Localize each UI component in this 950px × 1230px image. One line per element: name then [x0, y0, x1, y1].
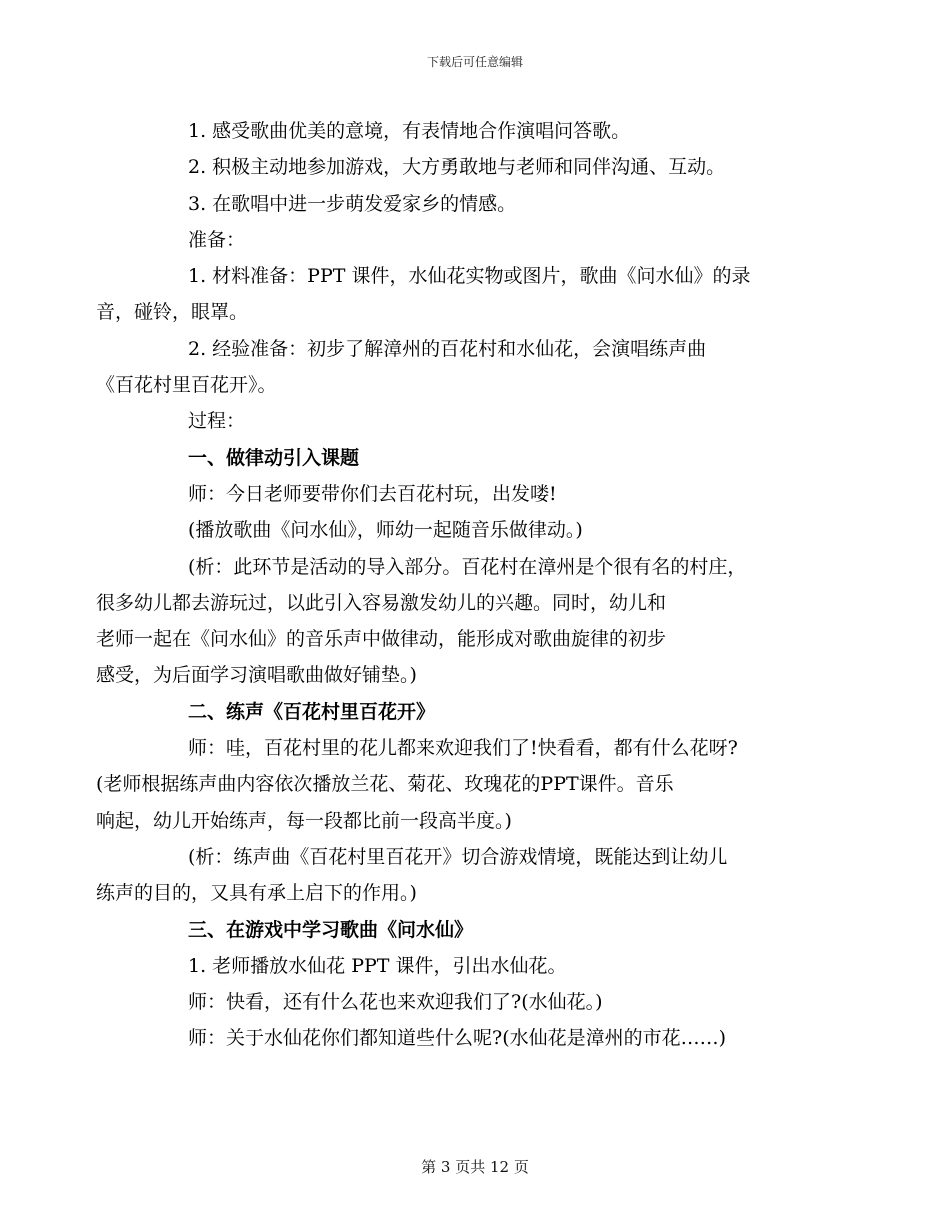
page-header: 下载后可任意编辑 [426, 55, 523, 69]
paragraph [142, 1020, 814, 1056]
paragraph-line: 师：关于水仙花你们都知道些什么呢?(水仙花是漳州的市花……) [188, 1027, 727, 1050]
paragraph [142, 403, 814, 439]
paragraph-line: 3. 在歌唱中进一步萌发爱家乡的情感。 [188, 192, 517, 215]
paragraph [96, 331, 814, 404]
paragraph [96, 839, 814, 912]
section-heading [142, 912, 814, 948]
paragraph-line: 老师一起在《问水仙》的音乐声中做律动，能形成对歌曲旋律的初步 [96, 628, 667, 651]
paragraph [96, 258, 814, 331]
paragraph-line: 2. 经验准备：初步了解漳州的百花村和水仙花，会演唱练声曲 [188, 337, 707, 360]
paragraph [142, 948, 814, 984]
paragraph-line: 师：哇，百花村里的花儿都来欢迎我们了!快看看，都有什么花呀? [188, 737, 738, 760]
paragraph-line: 1. 老师播放水仙花 PPT 课件，引出水仙花。 [188, 954, 567, 977]
page-footer: 第 3 页共 12 页 [421, 1158, 529, 1176]
paragraph-line: 响起，幼儿开始练声，每一段都比前一段高半度。) [96, 809, 512, 832]
page-body [96, 113, 814, 1057]
paragraph-line: 《百花村里百花开》。 [96, 374, 277, 397]
paragraph [96, 549, 814, 694]
section-heading [142, 694, 814, 730]
heading-text: 二、练声《百花村里百花开》 [188, 700, 436, 723]
paragraph-line: 准备： [188, 228, 246, 251]
paragraph-line: 练声的目的，又具有承上启下的作用。) [96, 882, 417, 905]
paragraph [142, 186, 814, 222]
paragraph [142, 222, 814, 258]
paragraph-line: 2. 积极主动地参加游戏，大方勇敢地与老师和同伴沟通、互动。 [188, 156, 726, 179]
paragraph-line: 师：快看，还有什么花也来欢迎我们了?(水仙花。) [188, 991, 603, 1014]
paragraph [142, 984, 814, 1020]
paragraph-line: 1. 材料准备：PPT 课件，水仙花实物或图片，歌曲《问水仙》的录 [188, 265, 751, 288]
paragraph [142, 512, 814, 548]
heading-text: 一、做律动引入课题 [188, 446, 360, 469]
paragraph-line: 1. 感受歌曲优美的意境，有表情地合作演唱问答歌。 [188, 120, 631, 142]
paragraph-line: 音，碰铃，眼罩。 [96, 301, 249, 324]
paragraph-line: 很多幼儿都去游玩过，以此引入容易激发幼儿的兴趣。同时，幼儿和 [96, 591, 667, 614]
paragraph [142, 149, 814, 185]
heading-text: 三、在游戏中学习歌曲《问水仙》 [188, 918, 474, 941]
paragraph-line: 过程： [188, 410, 246, 433]
paragraph-line: (老师根据练声曲内容依次播放兰花、菊花、玫瑰花的PPT课件。音乐 [96, 773, 674, 796]
section-heading [142, 440, 814, 476]
paragraph-line: 师：今日老师要带你们去百花村玩，出发喽! [188, 482, 557, 505]
paragraph-line: (析：此环节是活动的导入部分。百花村在漳州是个很有名的村庄， [188, 555, 747, 578]
paragraph-line: 感受，为后面学习演唱歌曲做好铺垫。) [96, 664, 417, 687]
paragraph [96, 766, 814, 839]
paragraph [142, 476, 814, 512]
paragraph-line: (播放歌曲《问水仙》，师幼一起随音乐做律动。) [188, 519, 583, 542]
paragraph [142, 113, 814, 149]
paragraph-line: (析：练声曲《百花村里百花开》切合游戏情境，既能达到让幼儿 [188, 845, 728, 868]
paragraph [142, 730, 814, 766]
